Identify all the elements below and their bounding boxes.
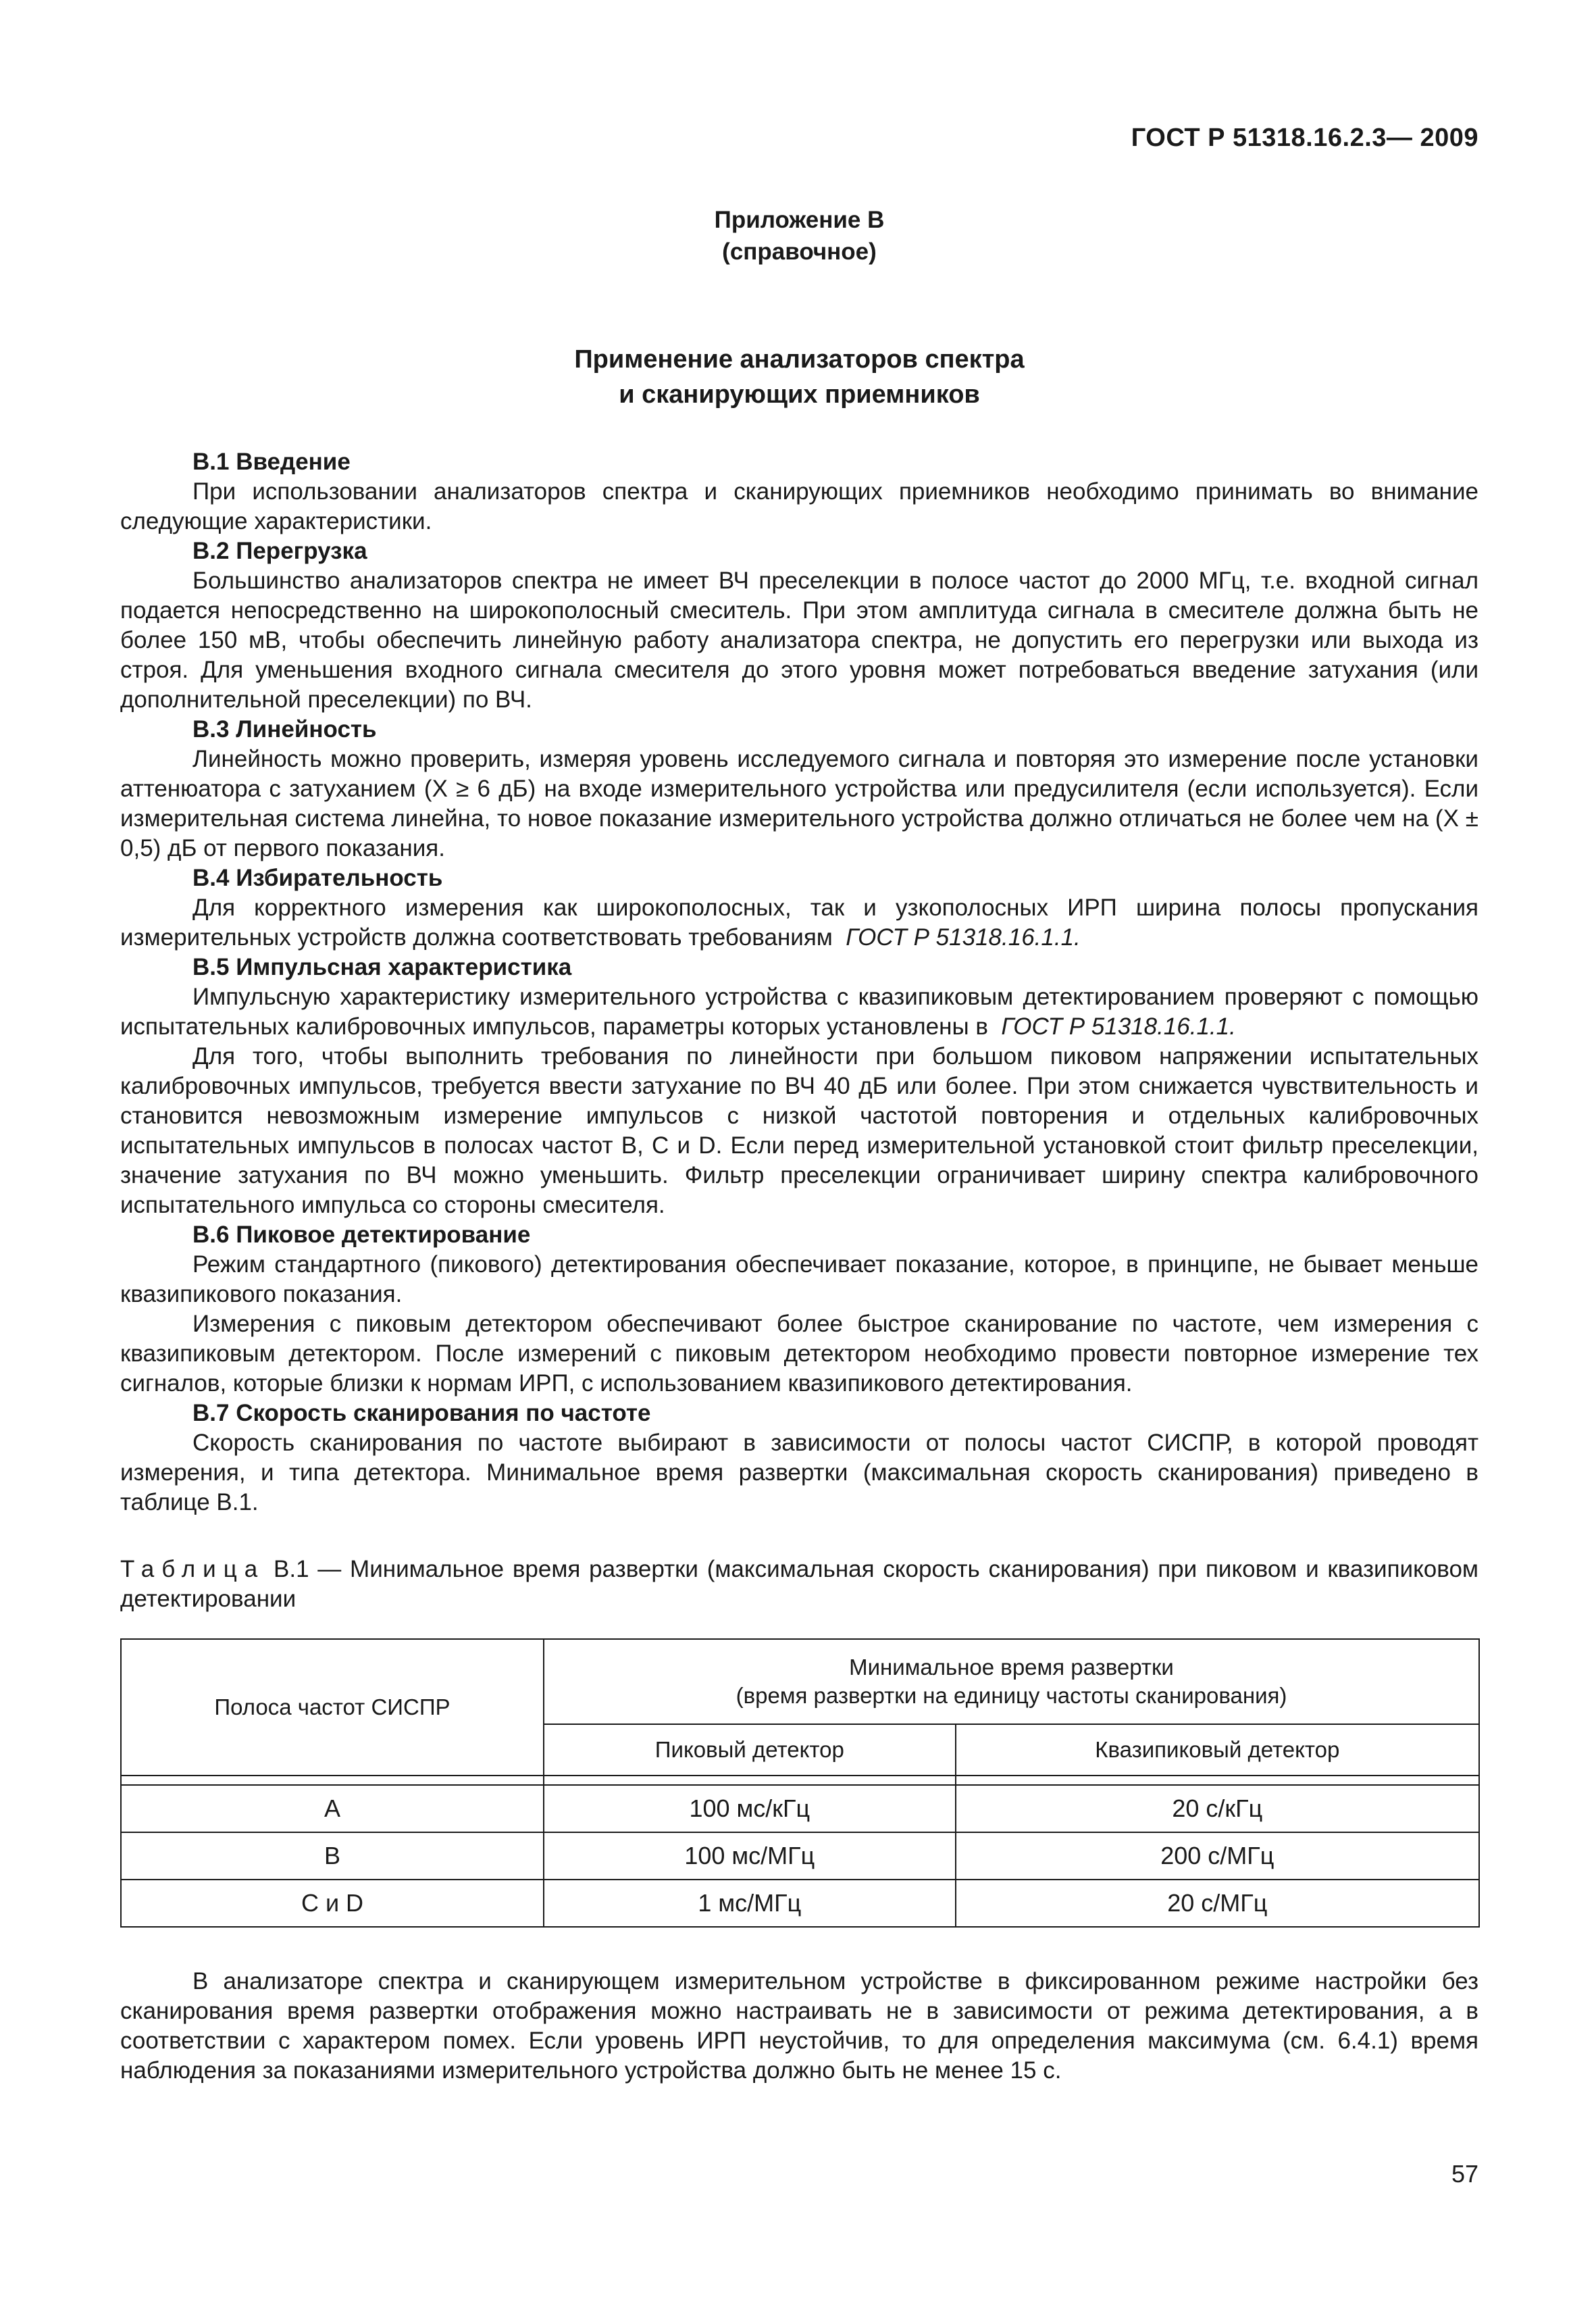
band-cell: C и D xyxy=(121,1880,544,1927)
column-group-header-line-2: (время развертки на единицу частоты сканирования) xyxy=(736,1683,1287,1708)
paragraph-closing: В анализаторе спектра и сканирующем измерительном устройстве в фиксированном режиме настройки без сканирования время развертки отображения можно настраивать не в зависимости от режима детектирования, а в соответствии с характером помех. Если уровень ИРП неустойчив, то для определения максимума (см. 6.4.1) время наблюдения за показаниями измерительного устройства должно быть не менее 15 с. xyxy=(120,1968,1478,2084)
section-heading-b5: В.5 Импульсная характеристика xyxy=(192,954,572,980)
peak-cell: 100 мс/МГц xyxy=(544,1832,956,1880)
paragraph-b6-1: Режим стандартного (пикового) детектирования обеспечивает показание, которое, в принципе, не бывает меньше квазипикового показания. xyxy=(120,1251,1478,1307)
band-cell: B xyxy=(121,1832,544,1880)
standard-reference: ГОСТ Р 51318.16.1.1. xyxy=(846,924,1081,951)
header-separator xyxy=(121,1776,1479,1785)
section-heading-b1: В.1 Введение xyxy=(192,449,351,475)
peak-cell: 100 мс/кГц xyxy=(544,1785,956,1832)
column-group-header xyxy=(544,1639,1479,1724)
paragraph-b5-1-text: Импульсную характеристику измерительного устройства с квазипиковым детектированием проверяют с помощью испытательных калибровочных импульсов, параметры которых установлены в xyxy=(120,984,1478,1040)
table-row xyxy=(121,1880,1479,1927)
appendix-title: Приложение В xyxy=(714,207,885,233)
section-heading-b7: В.7 Скорость сканирования по частоте xyxy=(192,1400,651,1426)
page-title xyxy=(120,342,1478,412)
paragraph-b5-2: Для того, чтобы выполнить требования по линейности при большом пиковом напряжении испытательных калибровочных импульсов, требуется ввести затухание по ВЧ 40 дБ или более. При этом снижается чувствительность и становится невозможным измерение импульсов с низкой частотой повторения и отдельных калибровочных испытательных импульсов в полосах частот B, C и D. Если перед измерительной установкой стоит фильтр преселекции, значение затухания по ВЧ можно уменьшить. Фильтр преселекции ограничивает ширину спектра калибровочного испытательного импульса со стороны смесителя. xyxy=(120,1043,1478,1218)
standard-reference: ГОСТ Р 51318.16.1.1. xyxy=(1001,1013,1236,1040)
table-row xyxy=(121,1785,1479,1832)
column-header-peak: Пиковый детектор xyxy=(544,1724,956,1776)
document-code: ГОСТ Р 51318.16.2.3— 2009 xyxy=(1131,124,1478,152)
header-separator-cell xyxy=(544,1776,956,1785)
quasi-peak-cell: 200 с/МГц xyxy=(956,1832,1479,1880)
paragraph-b3-1: Линейность можно проверить, измеряя уровень исследуемого сигнала и повторяя это измерение после установки аттенюатора с затуханием (X ≥ 6 дБ) на входе измерительного устройства или предусилителя (если используется). Если измерительная система линейна, то новое показание измерительного устройства должно отличаться не более чем на (X ± 0,5) дБ от первого показания. xyxy=(120,746,1478,861)
table-row xyxy=(121,1832,1479,1880)
header-separator-cell xyxy=(121,1776,544,1785)
table-caption xyxy=(120,1555,1478,1614)
band-cell: A xyxy=(121,1785,544,1832)
paragraph-b6-2: Измерения с пиковым детектором обеспечивают более быстрое сканирование по частоте, чем измерения с квазипиковым детектором. После измерений с пиковым детектором необходимо провести повторное измерение тех сигналов, которые близки к нормам ИРП, с использованием квазипикового детектирования. xyxy=(120,1311,1478,1397)
column-header-quasi-peak: Квазипиковый детектор xyxy=(956,1724,1479,1776)
section-heading-b3: В.3 Линейность xyxy=(192,716,377,743)
paragraph-b4-1 xyxy=(120,893,1478,953)
sweep-time-table xyxy=(120,1638,1480,1928)
paragraph-b7-1: Скорость сканирования по частоте выбирают в зависимости от полосы частот СИСПР, в которой проводят измерения, и типа детектора. Минимальное время развертки (максимальная скорость сканирования) приведено в таблице В.1. xyxy=(120,1430,1478,1515)
paragraph-b5-1 xyxy=(120,982,1478,1042)
title-line-2: и сканирующих приемников xyxy=(619,380,980,409)
quasi-peak-cell: 20 с/МГц xyxy=(956,1880,1479,1927)
header-separator-cell xyxy=(956,1776,1479,1785)
title-line-1: Применение анализаторов спектра xyxy=(574,345,1025,374)
appendix-label xyxy=(120,204,1478,268)
section-heading-b6: В.6 Пиковое детектирование xyxy=(192,1222,531,1248)
quasi-peak-cell: 20 с/кГц xyxy=(956,1785,1479,1832)
paragraph-b2-1: Большинство анализаторов спектра не имеет ВЧ преселекции в полосе частот до 2000 МГц, т.е. входной сигнал подается непосредственно на широкополосный смеситель. При этом амплитуда сигнала в смесителе должна быть не более 150 мВ, чтобы обеспечить линейную работу анализатора спектра, не допустить его перегрузки или выхода из строя. Для уменьшения входного сигнала смесителя до этого уровня может потребоваться введение затухания (или дополнительной преселекции) по ВЧ. xyxy=(120,568,1478,713)
table-caption-text: В.1 — Минимальное время развертки (максимальная скорость сканирования) при пиковом и квазипиковом детектировании xyxy=(120,1556,1478,1612)
table-caption-label: Таблица xyxy=(120,1556,265,1582)
column-group-header-line-1: Минимальное время развертки xyxy=(849,1655,1174,1680)
page-number: 57 xyxy=(1451,2160,1478,2188)
peak-cell: 1 мс/МГц xyxy=(544,1880,956,1927)
section-heading-b2: В.2 Перегрузка xyxy=(192,538,367,564)
column-header-band: Полоса частот СИСПР xyxy=(121,1639,544,1776)
section-heading-b4: В.4 Избирательность xyxy=(192,865,443,891)
paragraph-b1-1: При использовании анализаторов спектра и сканирующих приемников необходимо принимать во внимание следующие характеристики. xyxy=(120,478,1478,534)
appendix-type: (справочное) xyxy=(722,238,877,265)
paragraph-b4-1-text: Для корректного измерения как широкополосных, так и узкополосных ИРП ширина полосы пропускания измерительных устройств должна соответствовать требованиям xyxy=(120,895,1478,951)
